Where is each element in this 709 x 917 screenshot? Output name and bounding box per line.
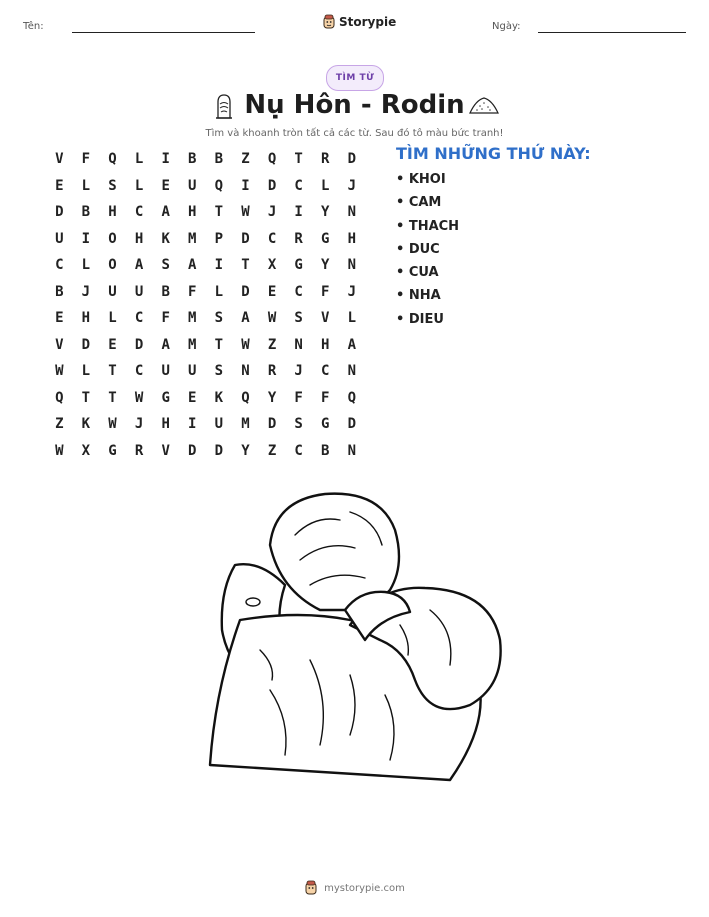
grid-cell[interactable]: H (134, 230, 144, 247)
grid-cell[interactable]: X (81, 442, 91, 459)
instructions: Tìm và khoanh tròn tất cả các từ. Sau đó tô màu bức tranh! (205, 128, 504, 139)
grid-cell[interactable]: C (55, 257, 64, 274)
grid-cell[interactable]: L (214, 283, 224, 300)
grid-cell[interactable]: Q (108, 151, 117, 168)
grid-cell[interactable]: D (188, 442, 197, 459)
grid-cell[interactable]: J (347, 283, 357, 300)
grid-cell[interactable]: Z (267, 442, 277, 459)
grid-cell[interactable]: Q (241, 389, 250, 406)
grid-cell[interactable]: K (214, 389, 224, 406)
grid-cell[interactable]: T (108, 389, 117, 406)
grid-cell[interactable]: C (134, 363, 144, 380)
grid-cell[interactable]: T (214, 336, 224, 353)
word-list-item: • NHA (396, 288, 441, 304)
word-list-item: • DIEU (396, 311, 444, 327)
grid-cell[interactable]: G (321, 230, 330, 247)
grid-cell[interactable]: R (321, 151, 330, 168)
grid-cell[interactable]: A (188, 257, 197, 274)
grid-cell[interactable]: W (55, 363, 64, 380)
grid-cell[interactable]: A (134, 257, 144, 274)
the-kiss-coloring-illustration[interactable] (200, 490, 510, 790)
grid-cell[interactable]: M (241, 416, 250, 433)
name-label: Tên: (23, 21, 44, 32)
grid-cell[interactable]: R (267, 363, 277, 380)
grid-cell[interactable]: Y (241, 442, 250, 459)
grid-cell[interactable]: H (321, 336, 330, 353)
grid-cell[interactable]: B (55, 283, 64, 300)
grid-cell[interactable]: V (55, 151, 64, 168)
grid-cell[interactable]: N (347, 257, 357, 274)
grid-cell[interactable]: G (108, 442, 117, 459)
grid-cell[interactable]: E (108, 336, 117, 353)
grid-cell[interactable]: C (267, 230, 277, 247)
grid-cell[interactable]: N (347, 442, 357, 459)
grid-cell[interactable]: M (188, 336, 197, 353)
grid-cell[interactable]: D (347, 151, 357, 168)
word-search-grid[interactable] (46, 146, 374, 464)
grid-cell[interactable]: U (188, 363, 197, 380)
grid-cell[interactable]: V (321, 310, 330, 327)
grid-cell[interactable]: C (134, 310, 144, 327)
grid-cell[interactable]: O (108, 257, 117, 274)
grid-cell[interactable]: D (134, 336, 144, 353)
grid-cell[interactable]: T (294, 151, 303, 168)
grid-cell[interactable]: F (321, 283, 330, 300)
grid-cell[interactable]: F (294, 389, 303, 406)
grid-cell[interactable]: B (81, 204, 91, 221)
grid-cell[interactable]: G (161, 389, 170, 406)
grid-cell[interactable]: H (108, 204, 117, 221)
grid-cell[interactable]: C (134, 204, 144, 221)
grid-cell[interactable]: S (294, 310, 303, 327)
grid-cell[interactable]: J (294, 363, 303, 380)
grid-cell[interactable]: H (347, 230, 357, 247)
grid-cell[interactable]: H (188, 204, 197, 221)
grid-cell[interactable]: Z (55, 416, 64, 433)
grid-cell[interactable]: N (347, 363, 357, 380)
grid-cell[interactable]: R (294, 230, 303, 247)
grid-cell[interactable]: W (267, 310, 277, 327)
grid-cell[interactable]: L (134, 177, 144, 194)
grid-cell[interactable]: C (294, 283, 303, 300)
grid-cell[interactable]: Z (267, 336, 277, 353)
grid-cell[interactable]: I (161, 151, 170, 168)
grid-cell[interactable]: F (321, 389, 330, 406)
grid-cell[interactable]: J (134, 416, 144, 433)
name-line[interactable] (72, 32, 255, 33)
grid-cell[interactable]: W (241, 204, 250, 221)
grid-cell[interactable]: D (81, 336, 91, 353)
grid-cell[interactable]: B (321, 442, 330, 459)
grid-cell[interactable]: E (55, 310, 64, 327)
grid-cell[interactable]: D (214, 442, 224, 459)
grid-cell[interactable]: L (321, 177, 330, 194)
footer (0, 880, 709, 896)
grid-cell[interactable]: L (81, 257, 91, 274)
grid-cell[interactable]: U (188, 177, 197, 194)
grid-cell[interactable]: Q (55, 389, 64, 406)
grid-cell[interactable]: Y (267, 389, 277, 406)
grid-cell[interactable]: L (81, 177, 91, 194)
grid-cell[interactable]: W (134, 389, 144, 406)
grid-cell[interactable]: G (321, 416, 330, 433)
grid-cell[interactable]: A (161, 204, 170, 221)
grid-cell[interactable]: C (294, 177, 303, 194)
grid-cell[interactable]: H (81, 310, 91, 327)
word-list-item: • THACH (396, 218, 460, 234)
grid-cell[interactable]: Q (347, 389, 357, 406)
grid-cell[interactable]: L (347, 310, 357, 327)
grid-cell[interactable]: W (55, 442, 64, 459)
grid-cell[interactable]: A (241, 310, 250, 327)
grid-cell[interactable]: D (241, 230, 250, 247)
grid-cell[interactable]: T (81, 389, 91, 406)
grid-cell[interactable]: J (81, 283, 91, 300)
grid-cell[interactable]: S (214, 363, 224, 380)
word-list-title: TÌM NHỮNG THỨ NÀY: (396, 144, 591, 163)
grid-cell[interactable]: T (108, 363, 117, 380)
grid-cell[interactable]: G (294, 257, 303, 274)
grid-cell[interactable]: E (188, 389, 197, 406)
grid-cell[interactable]: X (267, 257, 277, 274)
grid-cell[interactable]: B (188, 151, 197, 168)
date-line[interactable] (538, 32, 686, 33)
grid-cell[interactable]: U (134, 283, 144, 300)
grid-cell[interactable]: F (161, 310, 170, 327)
stone-pile-icon (468, 94, 500, 116)
grid-cell[interactable]: Y (321, 204, 330, 221)
word-list-item: • CAM (396, 195, 442, 211)
grid-cell[interactable]: F (81, 151, 91, 168)
category-badge: TÌM TỪ (326, 65, 384, 91)
grid-cell[interactable]: K (161, 230, 170, 247)
grid-cell[interactable]: W (108, 416, 117, 433)
grid-cell[interactable]: L (134, 151, 144, 168)
footer-site: mystorypie.com (324, 882, 405, 894)
grid-cell[interactable]: B (214, 151, 224, 168)
grid-cell[interactable]: V (55, 336, 64, 353)
grid-cell[interactable]: N (294, 336, 303, 353)
word-list-item: • DUC (396, 241, 440, 257)
grid-cell[interactable]: D (55, 204, 64, 221)
grid-cell[interactable]: S (214, 310, 224, 327)
grid-cell[interactable]: M (188, 310, 197, 327)
grid-cell[interactable]: U (214, 416, 224, 433)
storypie-mascot-icon (322, 14, 336, 30)
grid-cell[interactable]: D (267, 416, 277, 433)
page-title: Nụ Hôn - Rodin (244, 90, 465, 120)
grid-cell[interactable]: F (188, 283, 197, 300)
grid-cell[interactable]: D (267, 177, 277, 194)
brand-logo (322, 14, 396, 30)
grid-cell[interactable]: D (347, 416, 357, 433)
grid-cell[interactable]: D (241, 283, 250, 300)
word-list-item: • KHOI (396, 172, 446, 187)
brand-name: Storypie (339, 15, 397, 29)
grid-cell[interactable]: I (241, 177, 250, 194)
word-list-item: • CUA (396, 265, 439, 281)
grid-cell[interactable]: V (161, 442, 170, 459)
grid-cell[interactable]: P (214, 230, 224, 247)
grid-cell[interactable]: B (161, 283, 170, 300)
grid-cell[interactable]: K (81, 416, 91, 433)
grid-cell[interactable]: I (188, 416, 197, 433)
grid-cell[interactable]: U (55, 230, 64, 247)
grid-cell[interactable]: C (294, 442, 303, 459)
grid-cell[interactable]: N (241, 363, 250, 380)
grid-cell[interactable]: W (241, 336, 250, 353)
grid-cell[interactable]: S (294, 416, 303, 433)
grid-cell[interactable]: S (161, 257, 170, 274)
grid-cell[interactable]: E (161, 177, 170, 194)
grid-cell[interactable]: Q (214, 177, 224, 194)
grid-cell[interactable]: H (161, 416, 170, 433)
grid-cell[interactable]: Q (267, 151, 277, 168)
grid-cell[interactable]: N (347, 204, 357, 221)
storypie-mascot-icon (304, 880, 318, 896)
grid-cell[interactable]: A (161, 336, 170, 353)
grid-cell[interactable]: I (81, 230, 91, 247)
grid-cell[interactable]: I (214, 257, 224, 274)
grid-cell[interactable]: T (214, 204, 224, 221)
word-list (396, 170, 459, 333)
grid-cell[interactable]: J (347, 177, 357, 194)
grid-cell[interactable]: S (108, 177, 117, 194)
grid-cell[interactable]: C (321, 363, 330, 380)
grid-cell[interactable]: U (108, 283, 117, 300)
date-label: Ngày: (492, 21, 521, 32)
grid-cell[interactable]: Z (241, 151, 250, 168)
grid-cell[interactable]: R (134, 442, 144, 459)
grid-cell[interactable]: L (108, 310, 117, 327)
grid-cell[interactable]: M (188, 230, 197, 247)
grid-cell[interactable]: L (81, 363, 91, 380)
grid-cell[interactable]: E (55, 177, 64, 194)
grid-cell[interactable]: O (108, 230, 117, 247)
grid-cell[interactable]: I (294, 204, 303, 221)
grid-cell[interactable]: A (347, 336, 357, 353)
grid-cell[interactable]: E (267, 283, 277, 300)
grid-cell[interactable]: U (161, 363, 170, 380)
grid-cell[interactable]: J (267, 204, 277, 221)
grid-cell[interactable]: Y (321, 257, 330, 274)
grid-cell[interactable]: T (241, 257, 250, 274)
